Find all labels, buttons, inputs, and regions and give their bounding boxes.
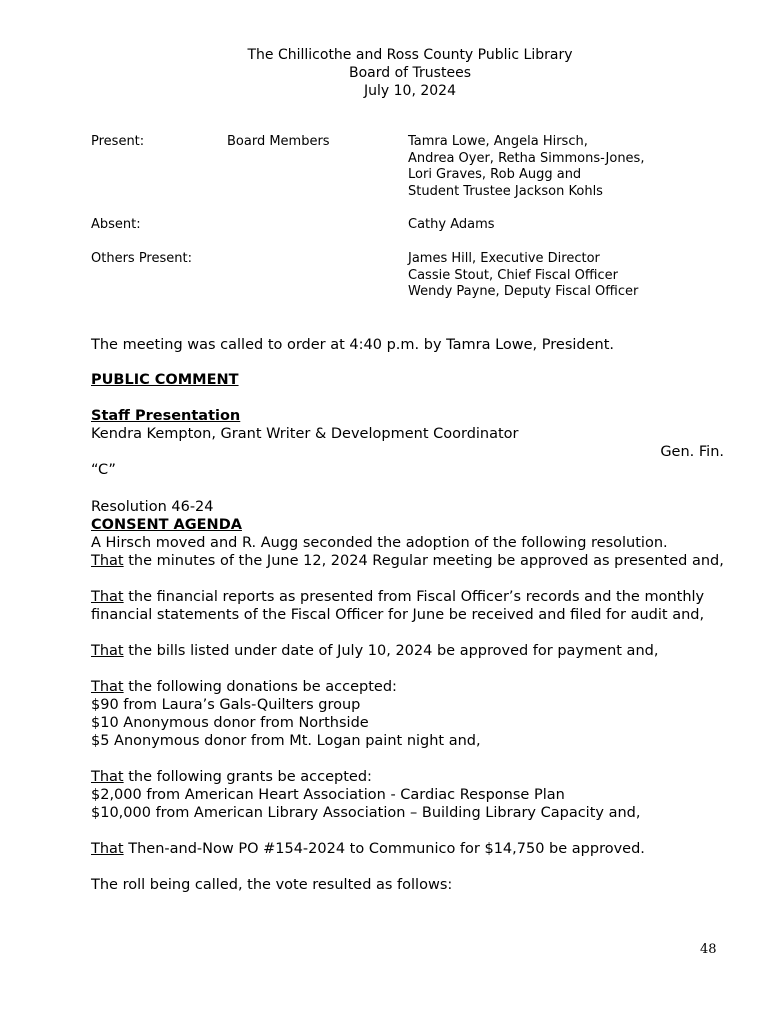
clause-financial-reports	[91, 588, 731, 624]
meeting-date: July 10, 2024	[364, 83, 456, 99]
public-comment-heading: PUBLIC COMMENT	[91, 372, 239, 388]
others-name-line: Wendy Payne, Deputy Fiscal Officer	[408, 284, 639, 299]
donation-item: $90 from Laura’s Gals-Quilters group	[91, 697, 361, 713]
others-present-names	[408, 251, 638, 301]
fund-code: “C”	[91, 462, 116, 478]
fund-label: Gen. Fin.	[660, 444, 724, 460]
that-word: That	[91, 769, 124, 785]
others-present-label: Others Present:	[91, 251, 192, 266]
page-number: 48	[700, 942, 717, 957]
library-name: The Chillicothe and Ross County Public Library	[247, 47, 573, 63]
that-word: That	[91, 589, 124, 605]
resolution-number: Resolution 46-24	[91, 499, 214, 515]
call-to-order: The meeting was called to order at 4:40 p.m. by Tamra Lowe, President.	[91, 337, 615, 353]
donation-item: $5 Anonymous donor from Mt. Logan paint night and,	[91, 733, 481, 749]
staff-presentation-section	[91, 407, 731, 479]
resolution-section	[91, 498, 731, 894]
clause-text: Then-and-Now PO #154-2024 to Communico for $14,750 be approved.	[123, 841, 645, 857]
clause-minutes	[91, 552, 731, 570]
clause-purchase-order	[91, 840, 731, 858]
absent-label: Absent:	[91, 217, 141, 232]
roll-call-text: The roll being called, the vote resulted as follows:	[91, 877, 453, 893]
motion-text: A Hirsch moved and R. Augg seconded the adoption of the following resolution.	[91, 535, 668, 551]
present-names	[408, 134, 644, 200]
that-word: That	[91, 841, 124, 857]
others-name-line: Cassie Stout, Chief Fiscal Officer	[408, 267, 618, 283]
consent-agenda-heading: CONSENT AGENDA	[91, 517, 242, 533]
clause-text: the following grants be accepted:	[123, 769, 372, 785]
clause-text: the following donations be accepted:	[123, 679, 397, 695]
presenter: Kendra Kempton, Grant Writer & Development Coordinator	[91, 426, 519, 442]
present-name-line: Lori Graves, Rob Augg and	[408, 167, 582, 182]
present-name-line: Tamra Lowe, Angela Hirsch,	[408, 134, 588, 149]
grant-item: $2,000 from American Heart Association - Cardiac Response Plan	[91, 787, 565, 803]
present-name-line: Andrea Oyer, Retha Simmons-Jones,	[408, 150, 645, 166]
others-name-line: James Hill, Executive Director	[408, 251, 600, 266]
clause-grants	[91, 768, 731, 786]
that-word: That	[91, 553, 124, 569]
donation-item: $10 Anonymous donor from Northside	[91, 715, 369, 731]
clause-text: the minutes of the June 12, 2024 Regular meeting be approved as presented and,	[123, 553, 724, 569]
present-label: Present:	[91, 134, 145, 149]
that-word: That	[91, 679, 124, 695]
present-name-line: Student Trustee Jackson Kohls	[408, 183, 603, 199]
clause-text: the financial reports as presented from Fiscal Officer’s records and the monthly financial statements of the Fiscal Officer for June be received and filed for audit and,	[91, 589, 705, 623]
staff-presentation-heading: Staff Presentation	[91, 408, 241, 424]
grant-item: $10,000 from American Library Association – Building Library Capacity and,	[91, 805, 641, 821]
clause-bills	[91, 642, 731, 660]
document-header	[0, 46, 770, 100]
absent-names: Cathy Adams	[408, 217, 495, 232]
board-members-label: Board Members	[227, 134, 330, 149]
clause-donations	[91, 678, 731, 696]
clause-text: the bills listed under date of July 10, 2024 be approved for payment and,	[123, 643, 659, 659]
board-name: Board of Trustees	[349, 65, 471, 81]
that-word: That	[91, 643, 124, 659]
